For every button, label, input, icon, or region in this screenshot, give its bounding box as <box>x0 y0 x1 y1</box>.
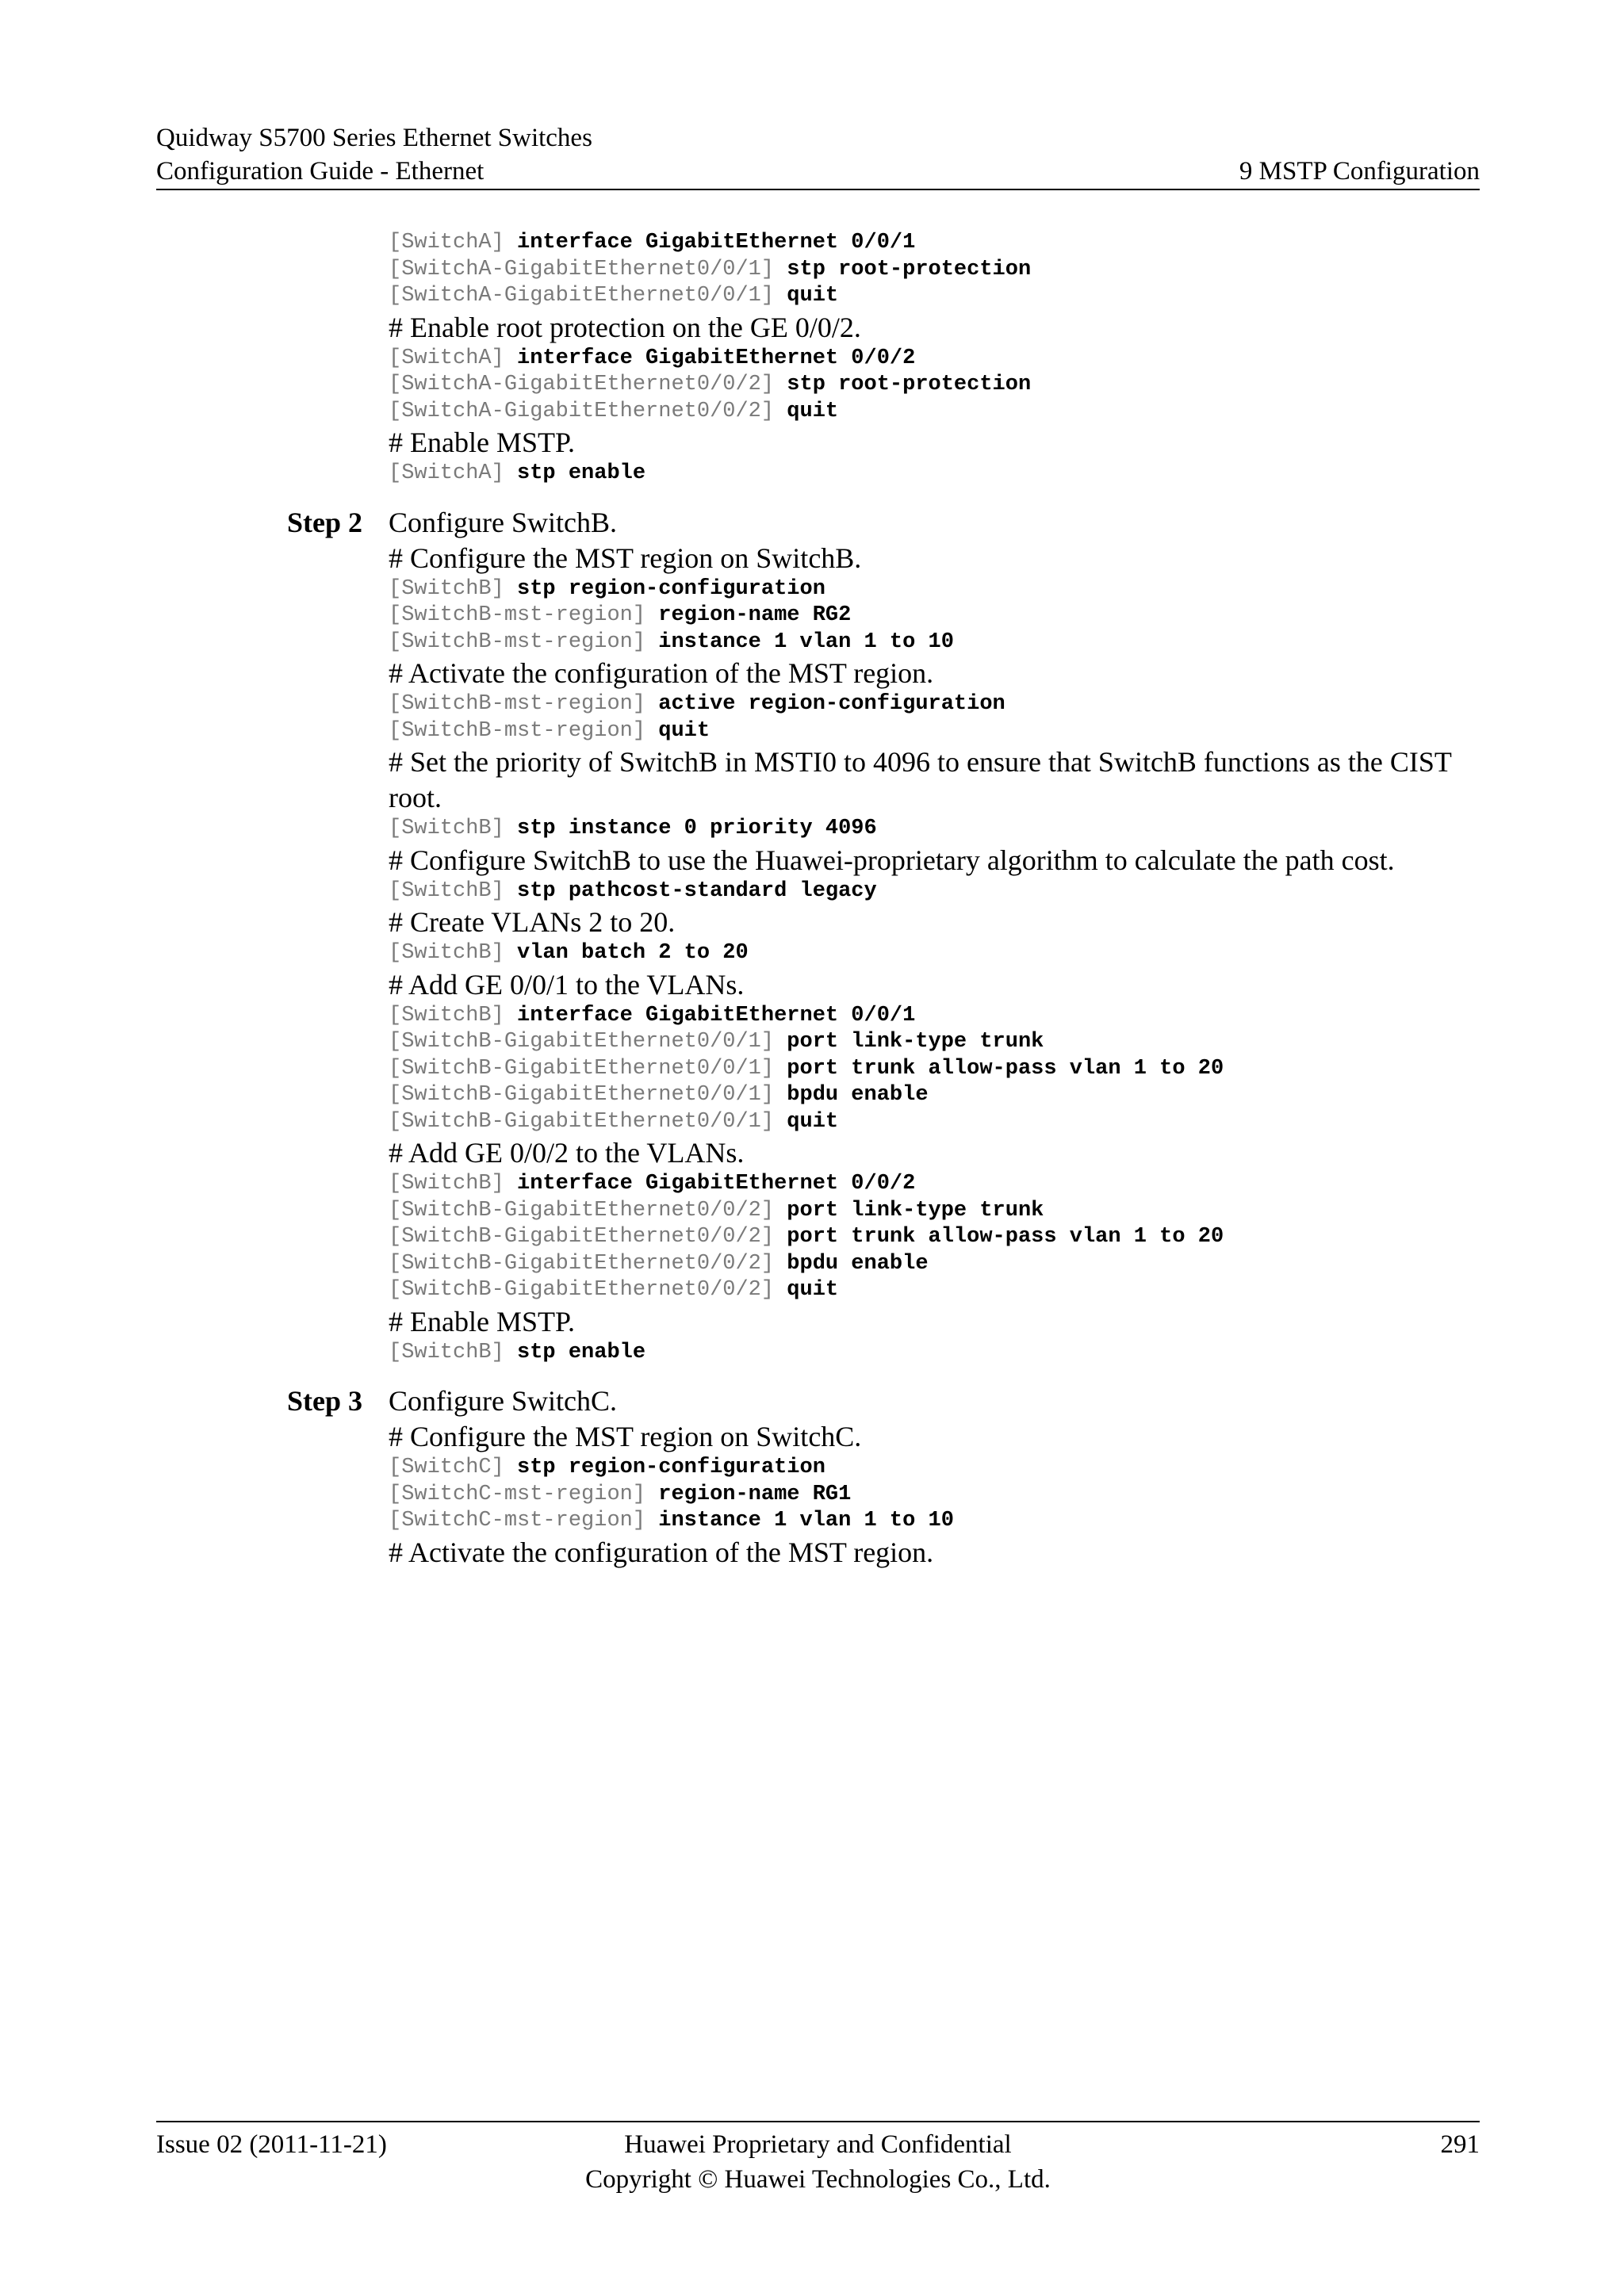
cli-prompt: [SwitchB-GigabitEthernet0/0/1] <box>389 1030 775 1054</box>
instruction-text: # Enable root protection on the GE 0/0/2. <box>389 311 861 343</box>
cli-prompt: [SwitchB] <box>389 941 504 965</box>
cli-prompt: [SwitchA-GigabitEthernet0/0/2] <box>389 373 775 396</box>
code-block <box>389 461 1483 488</box>
cli-command: region-name RG2 <box>658 603 852 627</box>
instruction-text: # Add GE 0/0/2 to the VLANs. <box>389 1137 745 1169</box>
cli-prompt: [SwitchB-mst-region] <box>389 629 646 654</box>
instruction-text: # Activate the configuration of the MST region. <box>389 657 934 689</box>
cli-command: interface GigabitEthernet 0/0/2 <box>517 346 916 370</box>
instruction-text: # Configure the MST region on SwitchB. <box>389 541 862 574</box>
step-label: Step 3 <box>287 1385 363 1417</box>
cli-command: region-name RG1 <box>658 1482 852 1506</box>
cli-prompt: [SwitchB] <box>389 1340 504 1364</box>
instruction-text: # Configure the MST region on SwitchC. <box>389 1421 862 1452</box>
cli-command: stp enable <box>517 1340 646 1364</box>
cli-prompt: [SwitchB] <box>389 1172 504 1196</box>
code-block <box>389 346 1483 426</box>
code-block <box>389 576 1483 656</box>
cli-prompt: [SwitchA-GigabitEthernet0/0/2] <box>389 399 775 423</box>
code-block <box>389 940 1483 967</box>
cli-command: bpdu enable <box>787 1083 929 1107</box>
cli-command: quit <box>787 1109 839 1134</box>
cli-prompt: [SwitchB-GigabitEthernet0/0/1] <box>389 1083 775 1107</box>
cli-prompt: [SwitchB-GigabitEthernet0/0/1] <box>389 1109 775 1134</box>
cli-command: quit <box>787 399 839 423</box>
code-block <box>389 1003 1483 1136</box>
guide-title: Configuration Guide - Ethernet <box>156 157 485 186</box>
cli-prompt: [SwitchA-GigabitEthernet0/0/1] <box>389 257 775 281</box>
cli-command: instance 1 vlan 1 to 10 <box>658 629 954 654</box>
cli-command: port trunk allow-pass vlan 1 to 20 <box>787 1225 1224 1249</box>
copyright-note: Copyright © Huawei Technologies Co., Ltd. <box>585 2165 1051 2194</box>
cli-command: stp region-configuration <box>517 576 825 601</box>
cli-prompt: [SwitchC] <box>389 1456 504 1479</box>
confidentiality-note: Huawei Proprietary and Confidential <box>624 2130 1012 2159</box>
cli-command: stp enable <box>517 461 646 485</box>
step-label: Step 2 <box>287 506 363 538</box>
cli-prompt: [SwitchB-GigabitEthernet0/0/2] <box>389 1251 775 1276</box>
code-block <box>389 1340 1483 1367</box>
cli-prompt: [SwitchA] <box>389 346 504 370</box>
cli-command: stp root-protection <box>787 373 1032 396</box>
step-heading <box>287 1383 1483 1419</box>
cli-command: interface GigabitEthernet 0/0/1 <box>517 1003 916 1027</box>
instruction-text: # Create VLANs 2 to 20. <box>389 906 676 938</box>
cli-command: instance 1 vlan 1 to 10 <box>658 1509 954 1533</box>
code-block <box>389 230 1483 310</box>
cli-command: quit <box>658 718 710 743</box>
cli-prompt: [SwitchB-mst-region] <box>389 718 646 743</box>
step-text: Configure SwitchB. <box>389 506 617 538</box>
code-block <box>389 878 1483 905</box>
cli-prompt: [SwitchB] <box>389 1003 504 1027</box>
cli-prompt: [SwitchA] <box>389 461 504 485</box>
step-text: Configure SwitchC. <box>389 1385 617 1417</box>
document-body <box>287 230 1483 1571</box>
page-footer <box>156 2121 1480 2210</box>
cli-command: stp instance 0 priority 4096 <box>517 817 877 840</box>
cli-prompt: [SwitchA] <box>389 231 504 254</box>
instruction-text: # Enable MSTP. <box>389 1305 576 1337</box>
cli-command: stp region-configuration <box>517 1456 825 1479</box>
instruction-text: # Configure SwitchB to use the Huawei-proprietary algorithm to calculate the path cost. <box>389 844 1395 876</box>
cli-command: port link-type trunk <box>787 1198 1044 1223</box>
step-heading <box>287 505 1483 541</box>
code-block <box>389 691 1483 744</box>
product-title: Quidway S5700 Series Ethernet Switches <box>156 124 592 152</box>
cli-prompt: [SwitchB-GigabitEthernet0/0/2] <box>389 1278 775 1302</box>
cli-command: quit <box>787 284 839 308</box>
cli-prompt: [SwitchB] <box>389 878 504 903</box>
cli-prompt: [SwitchC-mst-region] <box>389 1482 646 1506</box>
code-block <box>389 1171 1483 1304</box>
instruction-text: # Enable MSTP. <box>389 427 576 458</box>
instruction-text: # Activate the configuration of the MST region. <box>389 1536 934 1568</box>
cli-prompt: [SwitchB-mst-region] <box>389 692 646 716</box>
cli-command: stp pathcost-standard legacy <box>517 878 877 903</box>
code-block <box>389 1455 1483 1535</box>
cli-prompt: [SwitchB-GigabitEthernet0/0/1] <box>389 1056 775 1081</box>
cli-command: bpdu enable <box>787 1251 929 1276</box>
cli-command: port link-type trunk <box>787 1030 1044 1054</box>
cli-prompt: [SwitchB-mst-region] <box>389 603 646 627</box>
cli-prompt: [SwitchA-GigabitEthernet0/0/1] <box>389 284 775 308</box>
issue-info: Issue 02 (2011-11-21) <box>156 2130 387 2159</box>
cli-prompt: [SwitchB-GigabitEthernet0/0/2] <box>389 1225 775 1249</box>
cli-command: quit <box>787 1278 839 1302</box>
instruction-text: # Add GE 0/0/1 to the VLANs. <box>389 968 745 1001</box>
cli-prompt: [SwitchB] <box>389 576 504 601</box>
cli-command: interface GigabitEthernet 0/0/2 <box>517 1172 916 1196</box>
instruction-text: # Set the priority of SwitchB in MSTI0 to 4096 to ensure that SwitchB functions as the CIST root. <box>389 746 1452 813</box>
cli-command: active region-configuration <box>658 692 1005 716</box>
cli-prompt: [SwitchB] <box>389 817 504 840</box>
cli-command: stp root-protection <box>787 257 1032 281</box>
cli-prompt: [SwitchC-mst-region] <box>389 1509 646 1533</box>
page-header <box>156 119 1480 190</box>
cli-command: port trunk allow-pass vlan 1 to 20 <box>787 1056 1224 1081</box>
page-number: 291 <box>1440 2130 1480 2159</box>
chapter-title: 9 MSTP Configuration <box>1239 157 1480 186</box>
code-block <box>389 816 1483 843</box>
cli-prompt: [SwitchB-GigabitEthernet0/0/2] <box>389 1198 775 1223</box>
cli-command: vlan batch 2 to 20 <box>517 941 749 965</box>
cli-command: interface GigabitEthernet 0/0/1 <box>517 231 916 254</box>
